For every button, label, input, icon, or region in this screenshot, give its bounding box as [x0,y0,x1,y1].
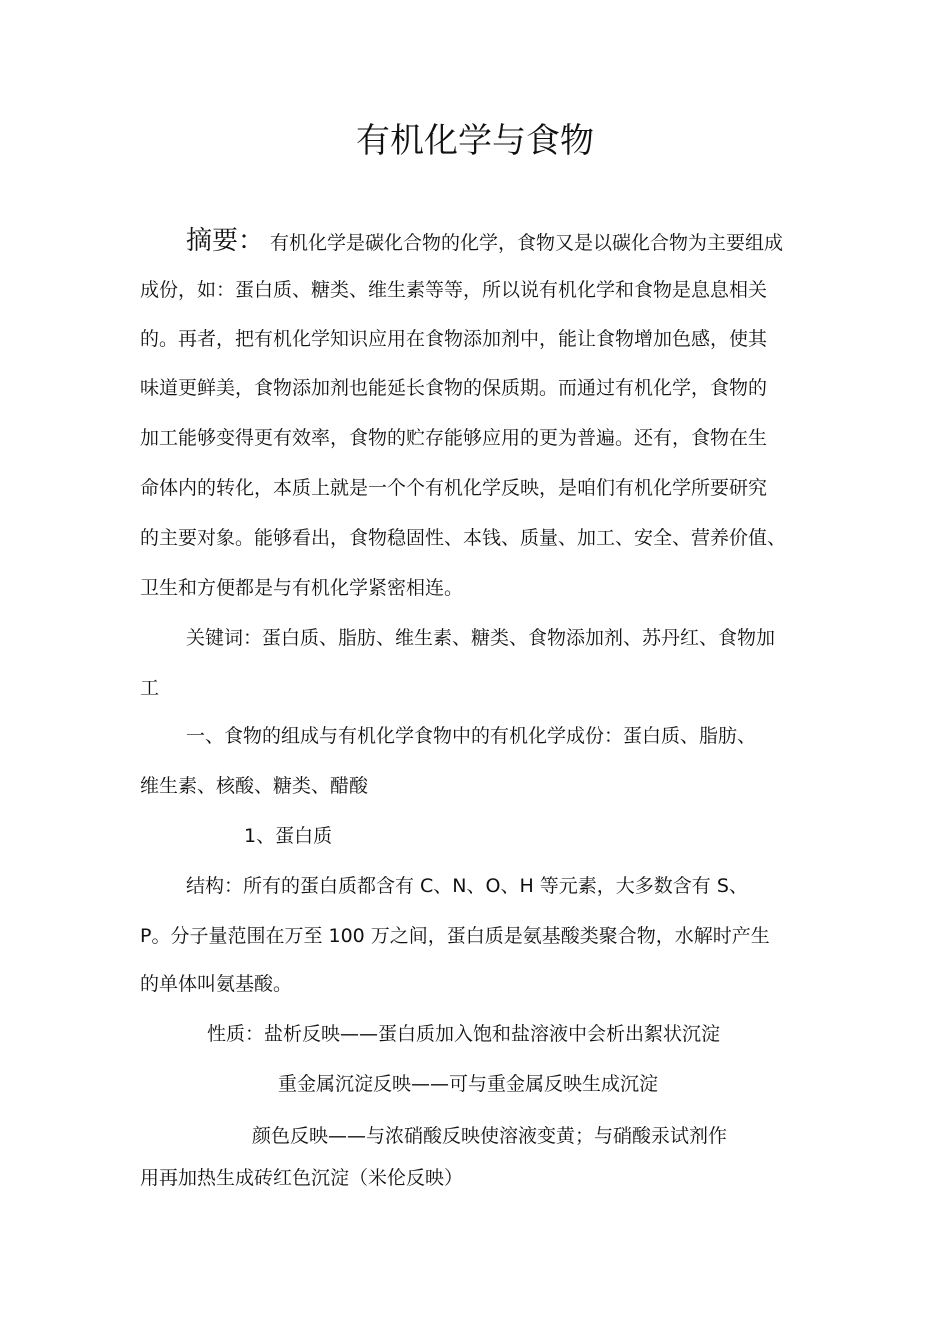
properties-line-3: 颜色反映——与浓硝酸反映使溶液变黄；与硝酸汞试剂作 [252,1125,728,1147]
properties-line-4: 用再加热生成砖红色沉淀（米伦反映） [140,1167,464,1189]
keywords-line-2: 工 [140,677,160,699]
document-title: 有机化学与食物 [356,121,594,161]
abstract-line-3: 的。再者，把有机化学知识应用在食物添加剂中，能让食物增加色感，使其 [140,328,768,350]
abstract-line-2: 成份，如：蛋白质、糖类、维生素等等，所以说有机化学和食物是息息相关 [140,279,768,301]
keywords-line-1: 关键词：蛋白质、脂肪、维生素、糖类、食物添加剂、苏丹红、食物加 [186,627,776,649]
abstract-text-1: 有机化学是碳化合物的化学，食物又是以碳化合物为主要组成 [270,232,784,254]
section1-line-1: 一、食物的组成与有机化学食物中的有机化学成份：蛋白质、脂肪、 [186,725,757,747]
properties-line-1: 性质：盐析反映——蛋白质加入饱和盐溶液中会析出絮状沉淀 [207,1023,721,1045]
abstract-line-5: 加工能够变得更有效率，食物的贮存能够应用的更为普遍。还有，食物在生 [140,427,768,449]
abstract-line-6: 命体内的转化，本质上就是一个个有机化学反映，是咱们有机化学所要研究 [140,477,768,499]
structure-line-3: 的单体叫氨基酸。 [140,973,293,995]
properties-line-2: 重金属沉淀反映——可与重金属反映生成沉淀 [278,1073,659,1095]
abstract-line-1 [186,226,783,258]
structure-line-2: P。分子量范围在万至 100 万之间，蛋白质是氨基酸类聚合物，水解时产生 [140,925,770,947]
section1-line-2: 维生素、核酸、糖类、醋酸 [140,775,369,797]
abstract-line-8: 卫生和方便都是与有机化学紧密相连。 [140,577,464,599]
abstract-line-4: 味道更鲜美，食物添加剂也能延长食物的保质期。而通过有机化学，食物的 [140,377,768,399]
structure-line-1: 结构：所有的蛋白质都含有 C、N、O、H 等元素，大多数含有 S、 [186,875,748,897]
subsection1-heading: 1、蛋白质 [244,825,333,847]
abstract-line-7: 的主要对象。能够看出，食物稳固性、本钱、质量、加工、安全、营养价值、 [140,527,787,549]
abstract-label: 摘要： [186,226,265,256]
